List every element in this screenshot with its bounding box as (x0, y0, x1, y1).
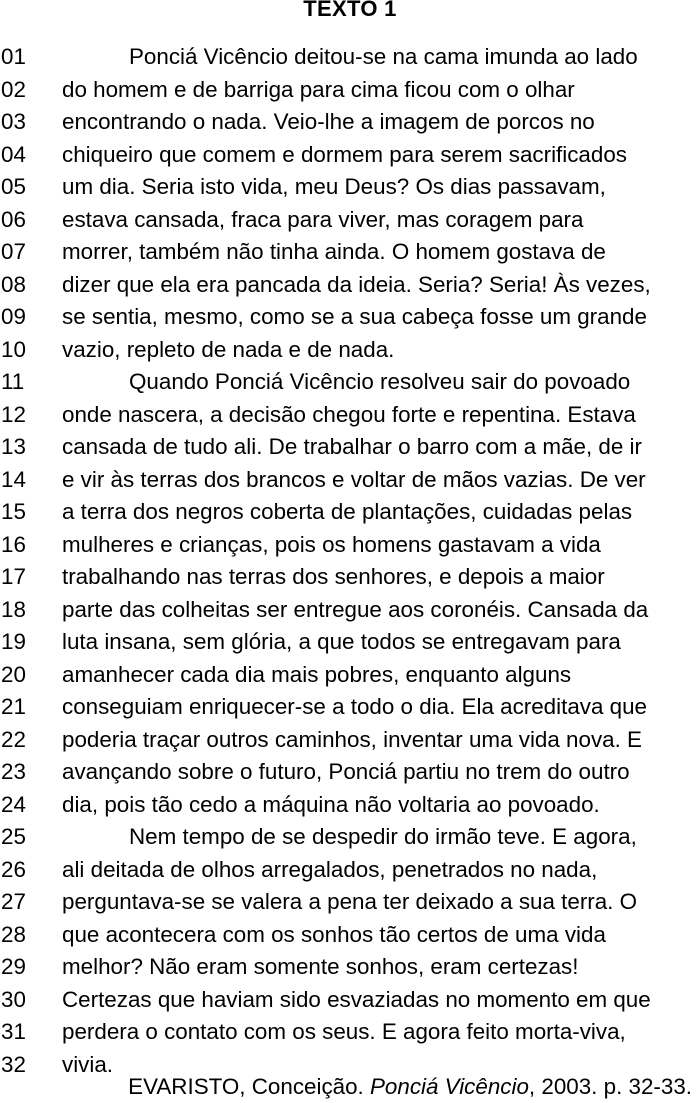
text-line (0, 106, 700, 139)
line-number: 16 (1, 531, 26, 557)
line-text: que acontecera com os sonhos tão certos de uma vida (62, 921, 606, 947)
line-number: 29 (1, 954, 26, 979)
source-citation (128, 1071, 692, 1103)
line-number: 21 (1, 694, 26, 719)
line-number: 02 (1, 76, 26, 102)
line-text: dia, pois tão cedo a máquina não voltaria ao povoado. (62, 791, 600, 817)
text-line (0, 334, 700, 367)
line-text: vazio, repleto de nada e de nada. (62, 336, 395, 362)
text-line (0, 464, 700, 497)
line-text: do homem e de barriga para cima ficou com o olhar (62, 76, 575, 102)
text-line (0, 886, 700, 919)
line-text: perguntava-se se valera a pena ter deixado a sua terra. O (62, 889, 638, 914)
text-line (0, 594, 700, 627)
line-text: dizer que ela era pancada da ideia. Seria? Seria! Às vezes, (62, 271, 651, 297)
line-number: 20 (1, 661, 26, 687)
line-number: 22 (1, 726, 26, 752)
text-line (0, 529, 700, 562)
text-line (0, 301, 700, 334)
text-line (0, 269, 700, 302)
text-line (0, 789, 700, 822)
line-text: vivia. (62, 1051, 114, 1077)
line-text: conseguiam enriquecer-se a todo o dia. Ela acreditava que (62, 694, 648, 719)
line-number: 19 (1, 629, 26, 654)
text-line (0, 236, 700, 269)
text-line (0, 431, 700, 464)
line-number: 27 (1, 889, 26, 914)
line-number: 31 (1, 1019, 26, 1044)
line-number: 32 (1, 1051, 26, 1077)
line-text: luta insana, sem glória, a que todos se entregavam para (62, 629, 621, 654)
line-number: 05 (1, 174, 26, 199)
line-text: se sentia, mesmo, como se a sua cabeça fosse um grande (62, 304, 647, 329)
line-text: a terra dos negros coberta de plantações, cuidadas pelas (62, 499, 633, 524)
text-line (0, 171, 700, 204)
text-line (0, 854, 700, 887)
line-text: onde nascera, a decisão chegou forte e repentina. Estava (62, 401, 636, 427)
text-line (0, 951, 700, 984)
line-text: Nem tempo de se despedir do irmão teve. E agora, (129, 824, 637, 849)
text-line (0, 41, 700, 74)
line-text: poderia traçar outros caminhos, inventar uma vida nova. E (62, 726, 642, 752)
text-line (0, 919, 700, 952)
line-text: avançando sobre o futuro, Ponciá partiu no trem do outro (62, 759, 630, 784)
line-number: 09 (1, 304, 26, 329)
text-line (0, 399, 700, 432)
citation-work-title: Ponciá Vicêncio (370, 1074, 529, 1099)
line-number: 25 (1, 824, 26, 849)
text-line (0, 821, 700, 854)
text-line (0, 74, 700, 107)
line-number: 11 (1, 369, 25, 394)
text-line (0, 561, 700, 594)
line-text: Quando Ponciá Vicêncio resolveu sair do povoado (129, 369, 631, 394)
line-text: chiqueiro que comem e dormem para serem sacrificados (62, 141, 627, 167)
line-number: 13 (1, 434, 26, 459)
line-text: morrer, também não tinha ainda. O homem gostava de (62, 239, 606, 264)
text-line (0, 496, 700, 529)
text-line (0, 724, 700, 757)
line-number: 15 (1, 499, 26, 524)
line-number: 06 (1, 206, 26, 232)
line-number: 04 (1, 141, 26, 167)
text-line (0, 626, 700, 659)
line-number: 03 (1, 109, 26, 134)
text-line (0, 204, 700, 237)
line-number: 08 (1, 271, 26, 297)
line-text: perdera o contato com os seus. E agora feito morta-viva, (62, 1019, 626, 1044)
line-text: encontrando o nada. Veio-lhe a imagem de porcos no (62, 109, 595, 134)
document-title: TEXTO 1 (303, 0, 397, 21)
line-number: 24 (1, 791, 26, 817)
line-number: 14 (1, 466, 26, 492)
text-line (0, 139, 700, 172)
line-text: mulheres e crianças, pois os homens gastavam a vida (62, 531, 601, 557)
line-text: trabalhando nas terras dos senhores, e depois a maior (62, 564, 605, 589)
text-line (0, 366, 700, 399)
text-line (0, 756, 700, 789)
line-text: estava cansada, fraca para viver, mas coragem para (62, 206, 584, 232)
line-number: 23 (1, 759, 26, 784)
line-text: cansada de tudo ali. De trabalhar o barro com a mãe, de ir (62, 434, 642, 459)
line-text: melhor? Não eram somente sonhos, eram certezas! (62, 954, 579, 979)
line-number: 12 (1, 401, 26, 427)
line-number: 26 (1, 856, 26, 882)
line-text: amanhecer cada dia mais pobres, enquanto alguns (62, 661, 572, 687)
citation-author: EVARISTO, Conceição. (128, 1074, 370, 1099)
line-number: 30 (1, 986, 26, 1012)
text-line (0, 691, 700, 724)
text-line (0, 984, 700, 1017)
line-text: Certezas que haviam sido esvaziadas no momento em que (62, 986, 651, 1012)
text-line (0, 1016, 700, 1049)
numbered-text-lines (0, 41, 700, 1081)
line-text: um dia. Seria isto vida, meu Deus? Os dias passavam, (62, 174, 606, 199)
line-number: 18 (1, 596, 26, 622)
line-text: e vir às terras dos brancos e voltar de mãos vazias. De ver (62, 466, 646, 492)
line-number: 10 (1, 336, 26, 362)
line-text: Ponciá Vicêncio deitou-se na cama imunda ao lado (129, 44, 638, 69)
line-number: 07 (1, 239, 26, 264)
text-line (0, 659, 700, 692)
line-text: ali deitada de olhos arregalados, penetrados no nada, (62, 856, 598, 882)
line-number: 28 (1, 921, 26, 947)
line-text: parte das colheitas ser entregue aos coronéis. Cansada da (62, 596, 649, 622)
line-number: 17 (1, 564, 26, 589)
citation-details: , 2003. p. 32-33. (528, 1074, 692, 1099)
line-number: 01 (1, 44, 26, 69)
